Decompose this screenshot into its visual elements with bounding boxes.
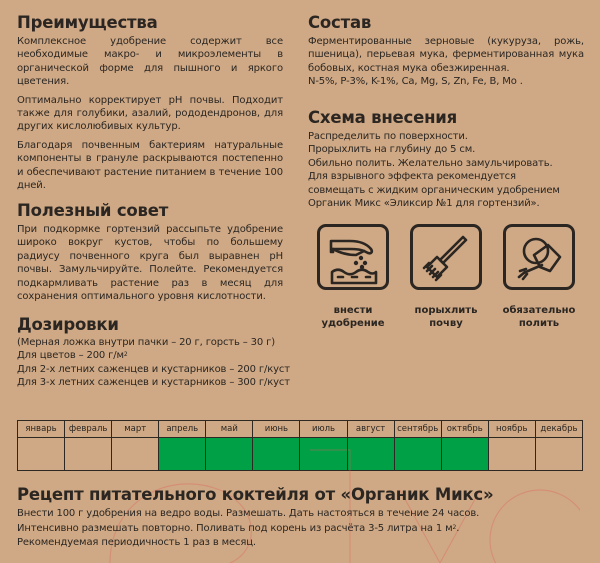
month-cell: июнь	[253, 421, 300, 438]
recipe-section	[17, 484, 587, 551]
activity-cell	[112, 438, 159, 471]
dosage-line-text: Для цветов – 200 г/м	[17, 350, 124, 362]
activity-cell	[347, 438, 394, 471]
dosage-title: Дозировки	[17, 315, 119, 334]
step-label-line: обязательно	[502, 305, 576, 316]
application-line: Обильно полить. Желательно замульчировать.	[308, 157, 553, 169]
dosage-section	[17, 314, 307, 390]
step-label-line: полить	[518, 318, 560, 329]
application-line: Органик Микс «Эликсир №1 для гортензий».	[308, 198, 540, 210]
step-label-line: внести	[333, 305, 373, 316]
recipe-line: Внести 100 г удобрения на ведро воды. Размешать. Дать настояться в течение 24 часов.	[17, 508, 480, 519]
advantages-paragraph: Оптимально корректирует pH почвы. Подходит также для голубики, азалий, рододендронов, для других кислолюбивых культур.	[17, 94, 283, 133]
month-cell: январь	[18, 421, 65, 438]
step-label-line: почву	[429, 318, 463, 329]
activity-cell	[535, 438, 582, 471]
activity-cell	[65, 438, 112, 471]
step-label	[308, 304, 398, 330]
superscript: 2	[452, 523, 457, 531]
recipe-line-text: Интенсивно размешать повторно. Поливать под корень из расчёта 3-5 литра на 1 м	[17, 522, 453, 534]
advantages-title: Преимущества	[17, 13, 158, 32]
activity-cell	[159, 438, 206, 471]
calendar-activity-row	[18, 438, 583, 471]
activity-cell	[18, 438, 65, 471]
advantages-paragraph: Комплексное удобрение содержит все необходимые макро- и микроэлементы в органической форме для пышного и яркого цветения.	[17, 36, 283, 88]
recipe-line	[17, 522, 587, 537]
activity-cell	[441, 438, 488, 471]
dosage-line	[17, 349, 307, 362]
tip-title: Полезный совет	[17, 201, 169, 220]
step-fertilize	[308, 224, 398, 330]
application-line: Распределить по поверхности.	[308, 131, 468, 142]
application-calendar	[17, 420, 583, 471]
step-label	[494, 304, 584, 330]
month-cell: февраль	[65, 421, 112, 438]
tip-text: При подкормке гортензий рассыпьте удобрение широко вокруг кустов, чтобы по большему радиусу почвенного круга был выравнен pH почвы. Замульчируйте. Полейте. Рекомендуется подкармливать растение раз в месяц для сохранения оптимального уровня кислотности.	[17, 224, 283, 303]
composition-section	[308, 12, 584, 89]
dosage-line: (Мерная ложка внутри пачки – 20 г, горсть – 30 г)	[17, 337, 275, 348]
composition-elements: N-5%, P-3%, K-1%, Ca, Mg, S, Zn, Fe, B, Mo .	[308, 76, 523, 88]
month-cell: октябрь	[441, 421, 488, 438]
advantages-section	[17, 10, 283, 192]
application-section	[308, 107, 584, 210]
step-label	[401, 304, 491, 330]
month-cell: август	[347, 421, 394, 438]
recipe-title: Рецепт питательного коктейля от «Органик Микс»	[17, 485, 494, 504]
recipe-line: Рекомендуемая периодичность 1 раз в месяц.	[17, 537, 256, 548]
composition-title: Состав	[308, 13, 372, 32]
month-cell: ноябрь	[488, 421, 535, 438]
tip-section	[17, 200, 283, 303]
application-title: Схема внесения	[308, 108, 458, 127]
application-steps	[308, 224, 584, 332]
watering-can-icon	[503, 224, 575, 290]
dosage-line: Для 2-х летних саженцев и кустарников – 200 г/куст	[17, 363, 290, 375]
application-line: Для взрывного эффекта рекомендуется	[308, 171, 516, 183]
application-line: Прорыхлить на глубину до 5 см.	[308, 144, 476, 156]
composition-text: Ферментированные зерновые (кукуруза, рожь, пшеница), перьевая мука, ферментированная мука бобовых, костная мука обезжиренная.	[308, 36, 584, 74]
activity-cell	[253, 438, 300, 471]
month-cell: июль	[300, 421, 347, 438]
activity-cell	[394, 438, 441, 471]
calendar-months-row	[18, 421, 583, 438]
step-label-line: удобрение	[321, 318, 385, 329]
hand-sowing-icon	[317, 224, 389, 290]
step-loosen	[401, 224, 491, 330]
activity-cell	[488, 438, 535, 471]
step-label-line: порыхлить	[414, 305, 478, 316]
recipe-line-end: .	[456, 522, 460, 534]
activity-cell	[206, 438, 253, 471]
activity-cell	[300, 438, 347, 471]
month-cell: апрель	[159, 421, 206, 438]
superscript: 2	[123, 351, 128, 359]
rake-icon	[410, 224, 482, 290]
month-cell: март	[112, 421, 159, 438]
month-cell: май	[206, 421, 253, 438]
dosage-line: Для 3-х летних саженцев и кустарников – 300 г/куст	[17, 377, 290, 389]
application-line: совмещать с жидким органическим удобрением	[308, 184, 560, 196]
advantages-paragraph: Благодаря почвенным бактериям натуральные компоненты в грануле раскрываются постепенно и обеспечивают растение питанием в течение 100 дней.	[17, 139, 283, 192]
step-water	[494, 224, 584, 330]
month-cell: сентябрь	[394, 421, 441, 438]
month-cell: декабрь	[535, 421, 582, 438]
